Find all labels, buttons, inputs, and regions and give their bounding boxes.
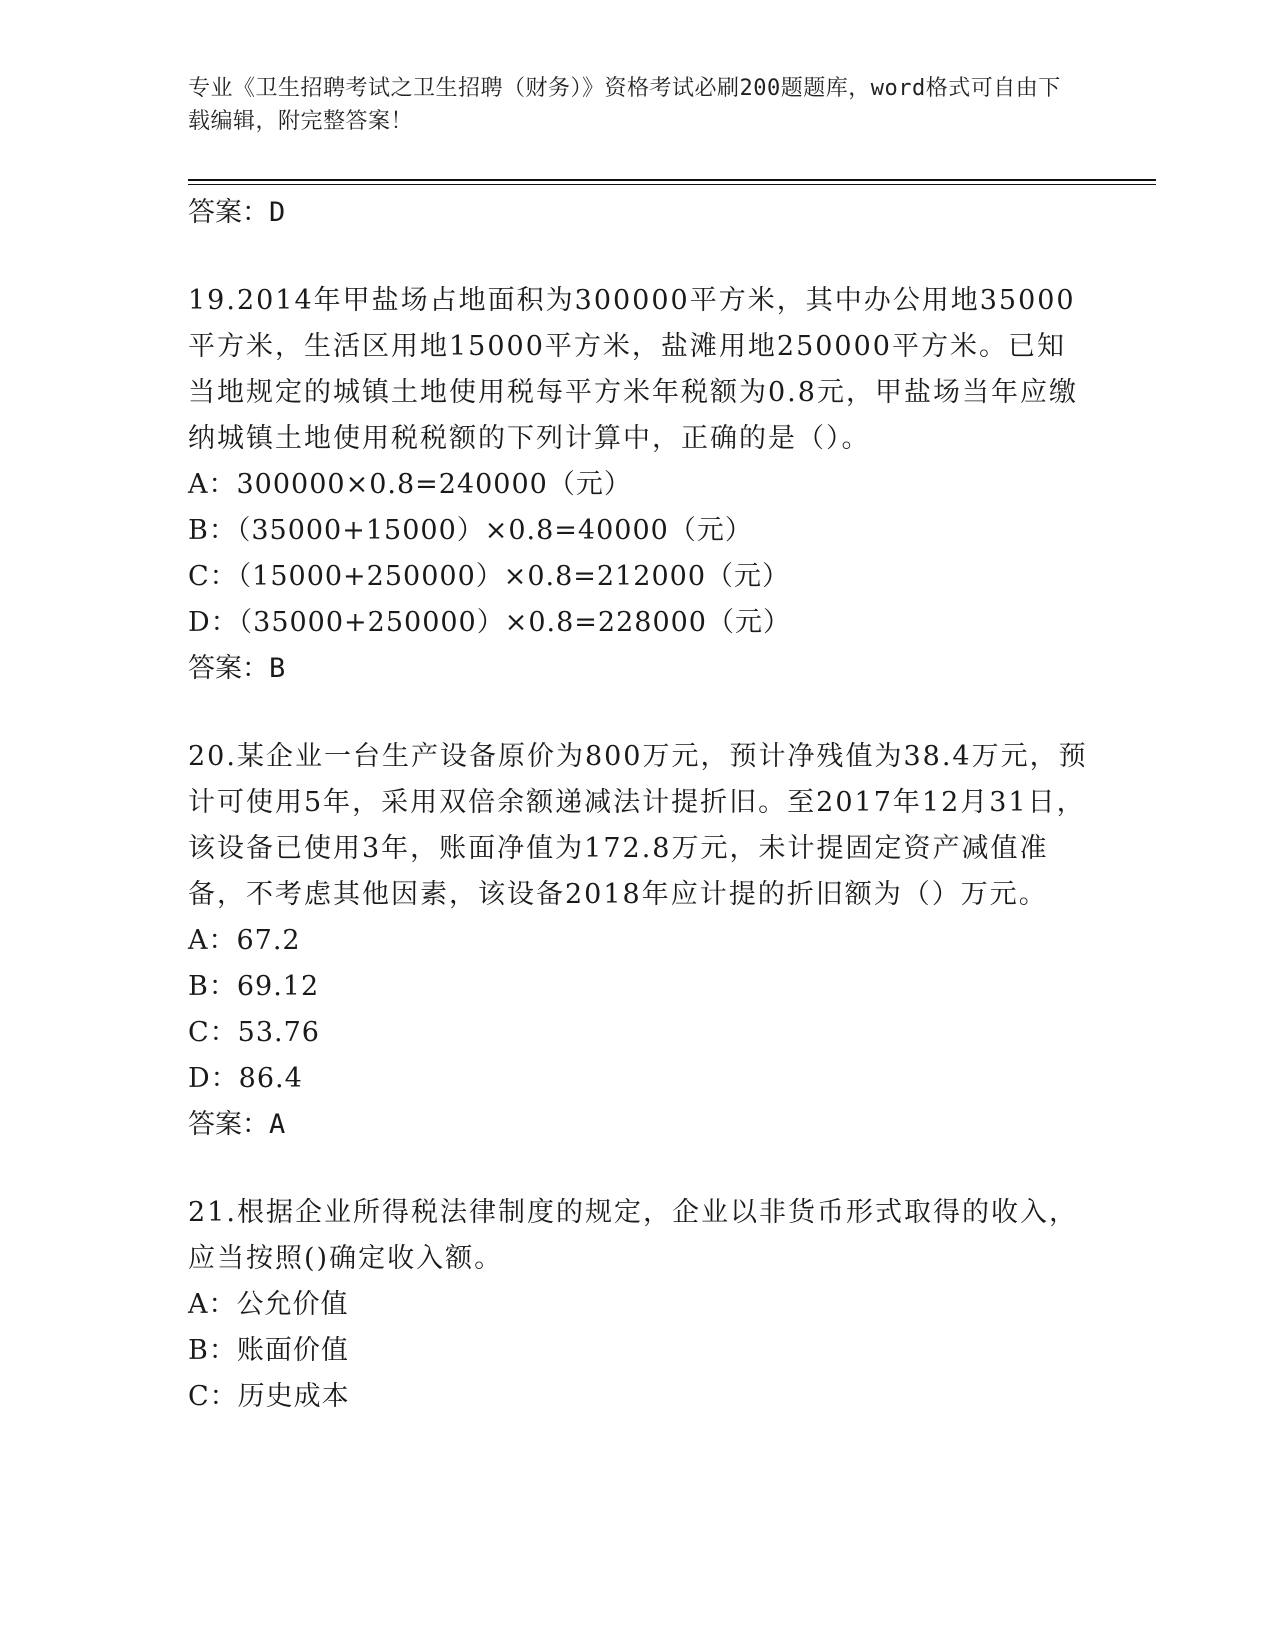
question-stem: 19.2014年甲盐场占地面积为300000平方米，其中办公用地35000平方米，生活区用地15000平方米，盐滩用地250000平方米。已知当地规定的城镇土地使用税每平方米年税额为0.8元，甲盐场当年应缴纳城镇土地使用税税额的下列计算中，正确的是（）。 [188,285,1078,454]
option-a: A：公允价值 [188,1289,349,1320]
question-answer: 答案：A [188,1109,286,1140]
option-d: D：（35000+250000）×0.8=228000（元） [188,607,791,638]
option-c: C：历史成本 [188,1381,350,1412]
header-rule-thin [188,184,1156,185]
previous-answer: 答案：D [188,197,286,228]
option-a: A：67.2 [188,925,301,956]
option-a: A：300000×0.8=240000（元） [188,469,632,500]
header-rule-thick [188,179,1156,181]
question-stem: 21.根据企业所得税法律制度的规定，企业以非货币形式取得的收入，应当按照()确定收入额。 [188,1197,1078,1274]
question-19 [188,278,1088,692]
question-answer: 答案：B [188,653,286,684]
option-c: C：（15000+250000）×0.8=212000（元） [188,561,790,592]
document-header: 专业《卫生招聘考试之卫生招聘（财务）》资格考试必刷200题题库，word格式可自由下载编辑，附完整答案！ [188,76,1061,134]
option-d: D：86.4 [188,1063,303,1094]
document-body [188,188,1088,1420]
question-20 [188,734,1088,1148]
option-c: C：53.76 [188,1017,320,1048]
question-stem: 20.某企业一台生产设备原价为800万元，预计净残值为38.4万元，预计可使用5年，采用双倍余额递减法计提折旧。至2017年12月31日，该设备已使用3年，账面净值为172.8万元，未计提固定资产减值准备，不考虑其他因素，该设备2018年应计提的折旧额为（）万元。 [188,741,1088,910]
question-21 [188,1190,1088,1420]
option-b: B：（35000+15000）×0.8=40000（元） [188,515,753,546]
option-b: B：69.12 [188,971,320,1002]
option-b: B：账面价值 [188,1335,349,1366]
